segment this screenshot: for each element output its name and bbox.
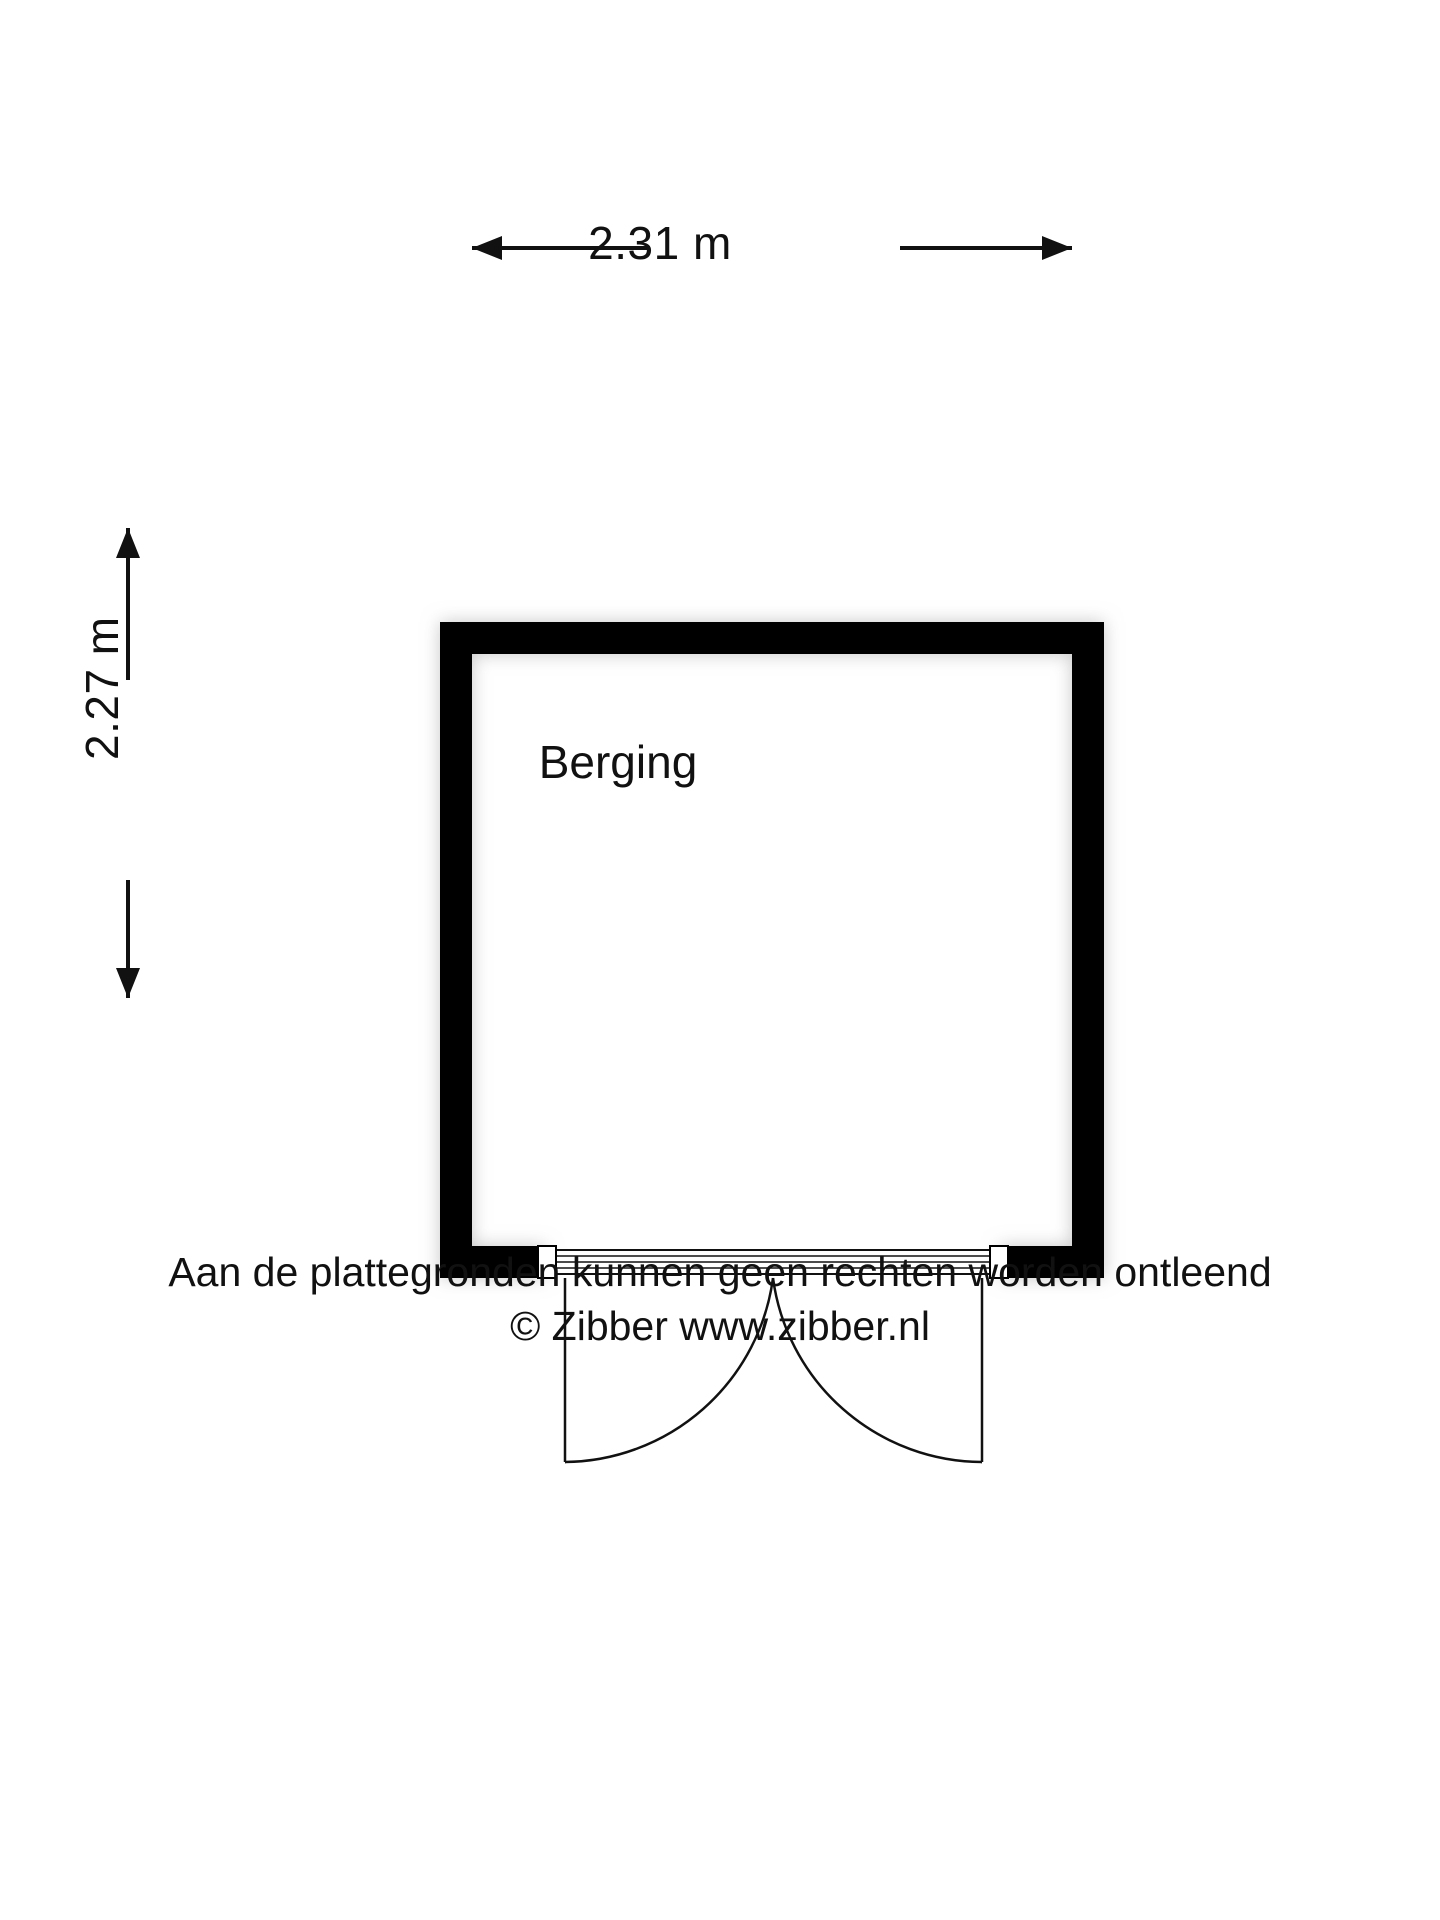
copyright-text: © Zibber www.zibber.nl xyxy=(510,1303,930,1349)
room-walls xyxy=(440,622,1104,1278)
dimension-label-width: 2.31 m xyxy=(588,217,732,269)
footer-disclaimer xyxy=(0,1245,1440,1353)
dimension-label-height: 2.27 m xyxy=(76,616,128,760)
disclaimer-text: Aan de plattegronden kunnen geen rechten worden ontleend xyxy=(168,1249,1272,1295)
room-label-berging: Berging xyxy=(538,736,698,788)
